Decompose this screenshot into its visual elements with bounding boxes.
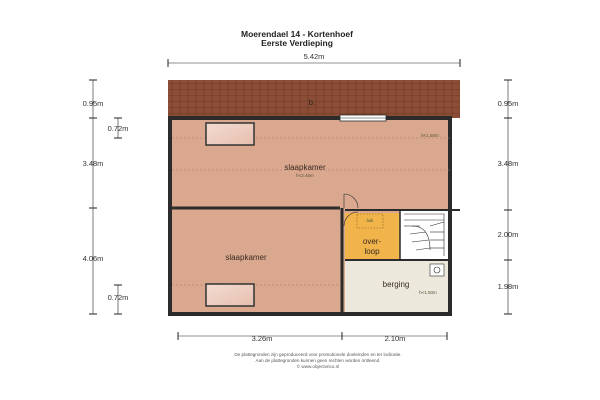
- right-dim-2: 3.48m: [497, 159, 519, 168]
- left-dim-3: 3.48m: [82, 159, 104, 168]
- right-dimensions: [498, 80, 519, 314]
- storage-height: h<1.50m: [419, 290, 437, 295]
- footer-line-1: De plattegronden zijn geproduceerd voor promotionele doeleinden en ter indicatie.: [234, 352, 402, 357]
- bedroom-bottom-label: slaapkamer: [225, 253, 267, 262]
- bottom-dimensions: [178, 332, 447, 343]
- landing-label-2: loop: [364, 247, 380, 256]
- storage-label: berging: [382, 280, 410, 289]
- footer-line-2: Aan de plattegronden kunnen geen rechten worden ontleend.: [255, 358, 381, 363]
- plan-subtitle: Eerste Verdieping: [261, 38, 333, 48]
- boiler-fixture: [430, 264, 444, 276]
- right-dim-1: 0.95m: [497, 99, 519, 108]
- top-dimension: [168, 52, 460, 67]
- skylight-top: [206, 123, 254, 145]
- stair-area: [400, 210, 448, 260]
- right-dim-4: 1.98m: [497, 282, 519, 291]
- right-dim-3: 2.00m: [497, 230, 519, 239]
- bottom-dim-2: 2.10m: [384, 334, 406, 343]
- bedroom-top-label: slaapkamer: [284, 163, 326, 172]
- left-dim-2: 0.72m: [107, 124, 129, 133]
- hatch-label: luik: [366, 218, 374, 223]
- left-dim-4: 4.06m: [82, 254, 104, 263]
- plan-title: Moerendael 14 - Kortenhoef: [241, 29, 353, 39]
- balcony-label: b.: [308, 98, 316, 107]
- bedroom-top-height: h<2.45m: [296, 173, 314, 178]
- left-dim-5: 0.72m: [107, 293, 129, 302]
- left-dimensions: [83, 80, 129, 314]
- bottom-dim-1: 3.26m: [251, 334, 273, 343]
- left-dim-1: 0.95m: [82, 99, 104, 108]
- skylight-bottom: [206, 284, 254, 306]
- ceiling-note-top: h<1.50m: [421, 133, 439, 138]
- landing-label-1: over-: [362, 237, 382, 246]
- footer-line-3: © www.objectvrico.nl: [296, 364, 340, 369]
- top-dimension-label: 5.42m: [303, 52, 325, 61]
